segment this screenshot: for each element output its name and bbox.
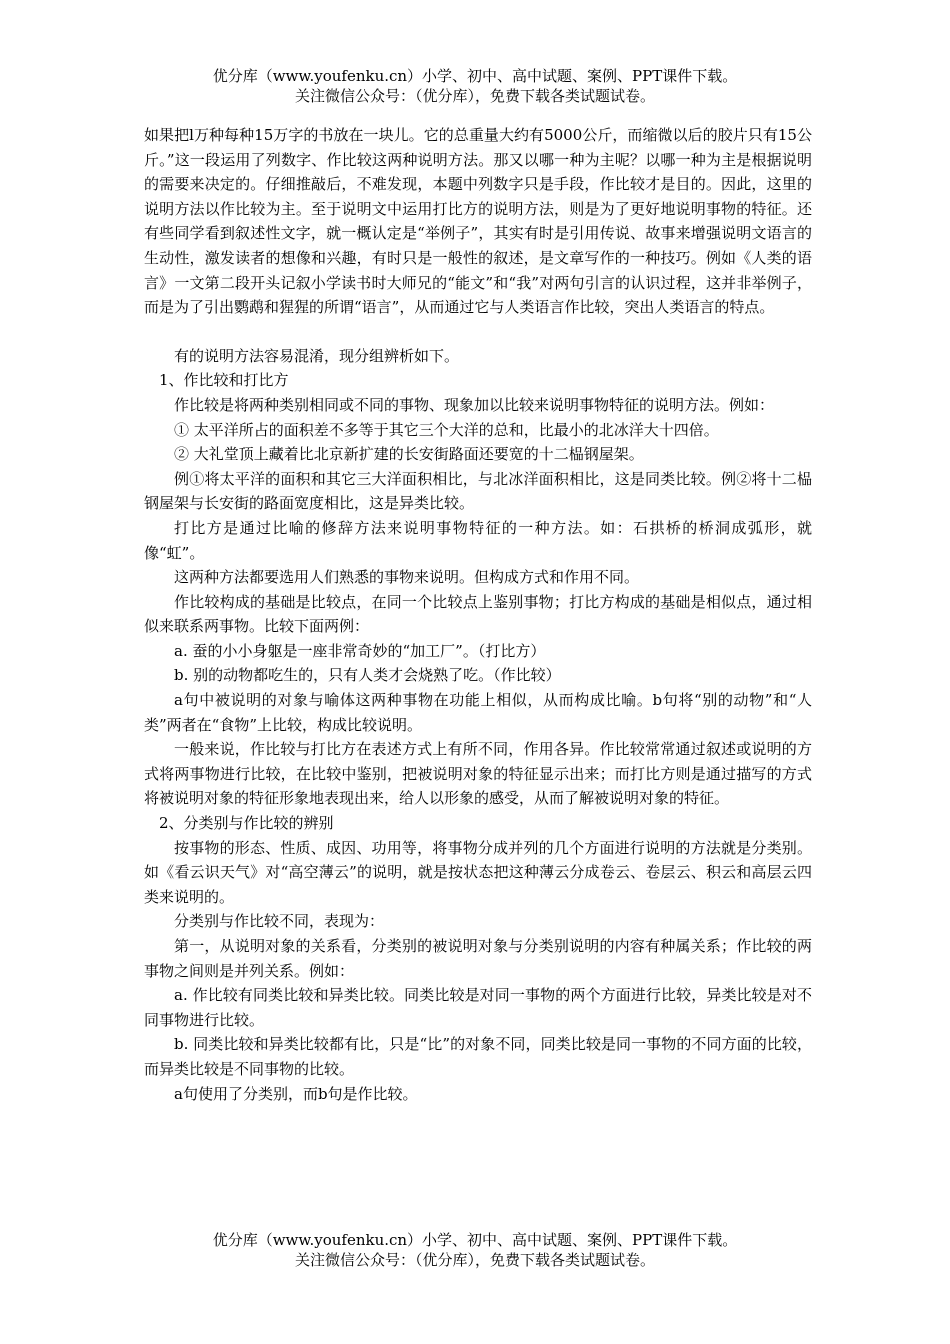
document-body [144,123,812,1106]
paragraph-gap [144,320,812,344]
paragraph-last: a句使用了分类别，而b句是作比较。 [174,1084,418,1103]
section-heading-2: 2、分类别与作比较的辨别 [159,814,334,833]
paragraph-general: 一般来说，作比较与打比方在表述方式上有所不同，作用各异。作比较常常通过叙述或说明的方式将两事物进行比较，在比较中鉴别，把被说明对象的特征显示出来；而打比方则是通过描写的方式将被说明对象的特征形象地表现出来，给人以形象的感受，从而了解被说明对象的特征。 [144,740,812,808]
paragraph-both-methods: 这两种方法都要选用人们熟悉的事物来说明。但构成方式和作用不同。 [174,568,640,587]
footer-line-1: 优分库（www.youfenku.cn）小学、初中、高中试题、案例、PPT课件下载。 [212,1231,738,1249]
paragraph-classify: 按事物的形态、性质、成因、功用等，将事物分成并列的几个方面进行说明的方法就是分类别。如《看云识天气》对“高空薄云”的说明，就是按状态把这种薄云分成卷云、卷层云、积云和高层云四类来说明的。 [144,838,812,906]
header-line-2: 关注微信公众号：（优分库），免费下载各类试题试卷。 [294,87,655,105]
section-heading-1: 1、作比较和打比方 [159,371,289,390]
example-a: a. 蚕的小小身躯是一座非常奇妙的“加工厂”。（打比方） [174,641,546,660]
paragraph-intro: 如果把l万种每种15万字的书放在一块儿。它的总重量大约有5000公斤，而缩微以后的胶片只有15公斤。”这一段运用了列数字、作比较这两种说明方法。那又以哪一种为主呢？以哪一种为主是根据说明的需要来决定的。仔细推敲后，不难发现，本题中列数字只是手段，作比较才是目的。因此，这里的说明方法以作比较为主。至于说明文中运用打比方的说明方法，则是为了更好地说明事物的特征。还有些同学看到叙述性文字，就一概认定是“举例子”，其实有时是引用传说、故事来增强说明文语言的生动性，激发读者的想像和兴趣，有时只是一般性的叙述，是文章写作的一种技巧。例如《人类的语言》一文第二段开头记叙小学读书时大师兄的“能文”和“我”对两句引言的认识过程，这并非举例子，而是为了引出鹦鹉和猩猩的所谓“语言”，从而通过它与人类语言作比较，突出人类语言的特点。 [144,126,812,317]
footer-line-2: 关注微信公众号：（优分库），免费下载各类试题试卷。 [294,1251,655,1269]
paragraph-metaphor-definition: 打比方是通过比喻的修辞方法来说明事物特征的一种方法。如：石拱桥的桥洞成弧形，就像“虹”。 [144,518,812,562]
page-header [0,66,950,106]
example-b: b. 别的动物都吃生的，只有人类才会烧熟了吃。（作比较） [174,666,561,685]
paragraph-compare-definition: 作比较是将两种类别相同或不同的事物、现象加以比较来说明事物特征的说明方法。例如： [174,395,775,414]
example-a2: a. 作比较有同类比较和异类比较。同类比较是对同一事物的两个方面进行比较，异类比较是对不同事物进行比较。 [144,986,812,1029]
paragraph-group-intro: 有的说明方法容易混淆，现分组辨析如下。 [174,346,460,365]
page-footer [0,1230,950,1270]
paragraph-basis: 作比较构成的基础是比较点，在同一个比较点上鉴别事物；打比方构成的基础是相似点，通过相似来联系两事物。比较下面两例： [144,592,812,636]
example-1: ① 太平洋所占的面积差不多等于其它三个大洋的总和，比最小的北冰洋大十四倍。 [174,420,719,439]
paragraph-ab-explanation: a句中被说明的对象与喻体这两种事物在功能上相似，从而构成比喻。b句将“别的动物”和“人类”两者在“食物”上比较，构成比较说明。 [144,691,812,734]
example-2: ② 大礼堂顶上藏着比北京新扩建的长安街路面还要宽的十二榀钢屋架。 [174,445,644,464]
paragraph-first: 第一，从说明对象的关系看，分类别的被说明对象与分类别说明的内容有种属关系；作比较的两事物之间则是并列关系。例如： [144,937,812,980]
paragraph-difference: 分类别与作比较不同，表现为： [174,912,385,931]
example-b2: b. 同类比较和异类比较都有比，只是“比”的对象不同，同类比较是同一事物的不同方面的比较，而异类比较是不同事物的比较。 [144,1035,812,1078]
paragraph-example-explanation: 例①将太平洋的面积和其它三大洋面积相比，与北冰洋面积相比，这是同类比较。例②将十二榀钢屋架与长安街的路面宽度相比，这是异类比较。 [144,469,812,513]
header-line-1: 优分库（www.youfenku.cn）小学、初中、高中试题、案例、PPT课件下载。 [212,67,738,85]
